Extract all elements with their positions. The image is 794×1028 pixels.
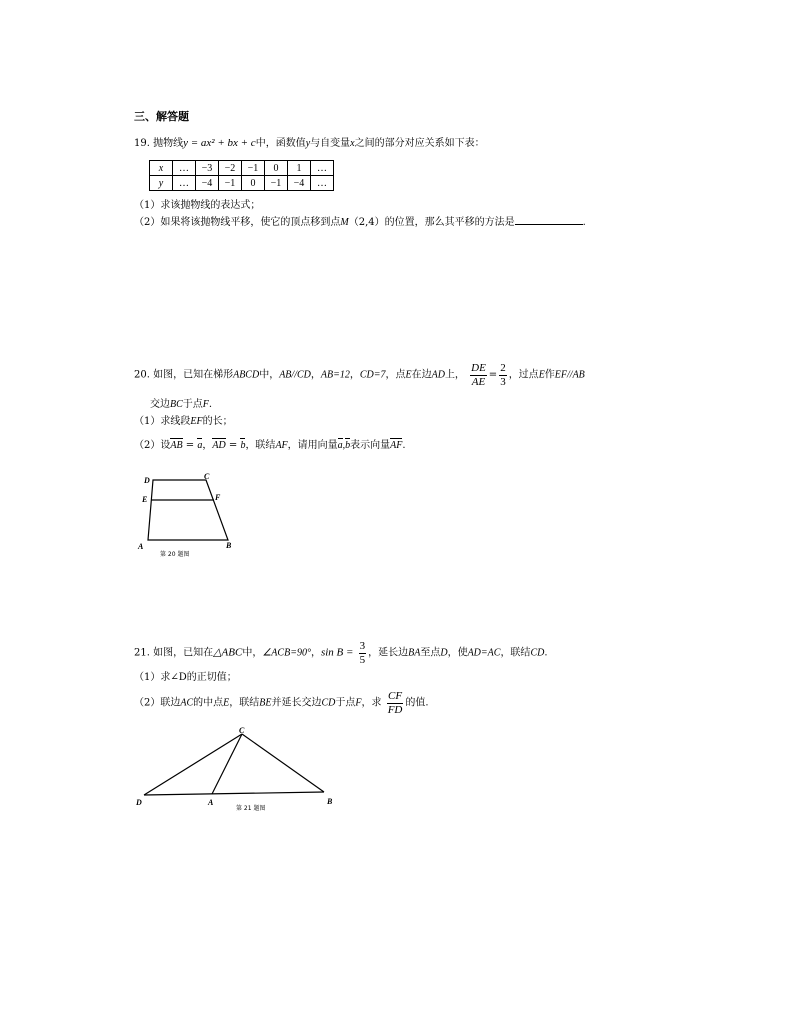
q20-line2-b: 于点 (182, 399, 203, 410)
label-e: E (142, 495, 148, 504)
q21-text-h: . (544, 647, 548, 659)
frac-denominator: FD (387, 703, 403, 716)
q21-text-f: ，使 (447, 647, 468, 659)
table-cell: −1 (265, 176, 288, 191)
q21-fraction-cf-fd (387, 690, 404, 716)
q20-text-h: ，过点 (508, 369, 539, 381)
label-c: C (204, 472, 210, 481)
q20-part2-a: （2）设 (134, 440, 171, 451)
q20-text-c: ， (310, 369, 321, 381)
q20-part1 (134, 415, 233, 428)
q21-cd: CD (530, 647, 545, 659)
trapezoid-outline (148, 480, 228, 540)
q21-part2-g: 的值. (405, 697, 429, 709)
table-cell: −1 (242, 161, 265, 176)
q20-trapezoid-figure (130, 470, 250, 560)
q21-text-g: ，联结 (500, 647, 531, 659)
q20-bc: BC (170, 399, 183, 410)
table-cell: −2 (219, 161, 242, 176)
q20-vector-af: AF (390, 440, 403, 451)
q19-stem (134, 136, 485, 150)
q21-point-e: E (223, 697, 230, 709)
q19-text-c: 与自变量 (310, 138, 351, 149)
q19-part2-text-b: （2,4）的位置，那么其平移的方法是 (348, 217, 515, 228)
table-cell: 1 (288, 161, 311, 176)
q19-text-a: 抛物线 (153, 138, 184, 149)
frac-numerator: DE (471, 362, 486, 374)
q21-part2-f: ，求 (361, 697, 382, 709)
table-cell: −4 (196, 176, 219, 191)
q20-comma: ， (202, 440, 213, 451)
q21-text-d: ，延长边 (368, 647, 409, 659)
q19-var-x: x (350, 138, 355, 149)
q21-sin-b: sin B = (320, 646, 354, 659)
q21-stem (134, 640, 548, 666)
q21-ba: BA (408, 647, 421, 659)
q21-fraction-3-5 (359, 640, 367, 666)
label-d: D (144, 476, 150, 485)
table-cell: … (311, 176, 334, 191)
frac-numerator: CF (387, 690, 403, 702)
table-cell: … (173, 161, 196, 176)
table-cell: 0 (265, 161, 288, 176)
q21-point-d: D (440, 647, 448, 659)
q20-ad: AD (431, 369, 445, 381)
q19-var-y: y (305, 138, 311, 149)
q19-point-m: M (340, 217, 349, 228)
q20-text-i: 作 (544, 369, 555, 381)
q19-formula: y = ax² + bx + c (183, 137, 256, 149)
q20-text-d: ， (349, 369, 360, 381)
q20-eq-b: = (225, 440, 241, 451)
q20-part1-b: 的长； (202, 416, 233, 427)
table-cell: 0 (242, 176, 265, 191)
q20-line2-c: . (208, 399, 213, 410)
q20-equals: = (488, 369, 498, 381)
table-cell: −3 (196, 161, 219, 176)
q20-vector-b: b (240, 440, 246, 451)
frac-denominator: 3 (500, 375, 506, 388)
q20-line2-a: 交边 (150, 399, 170, 410)
figure-caption: 第 20 题图 (160, 551, 190, 558)
q20-cd-7: CD=7 (359, 369, 386, 381)
q20-text-b: 中， (259, 369, 280, 381)
table-cell: x (150, 161, 173, 176)
label-a: A (138, 542, 144, 551)
q20-vector-ab: AB (170, 440, 183, 451)
label-c: C (239, 726, 245, 735)
figure-caption: 第 21 题图 (236, 805, 266, 812)
q20-part2 (134, 439, 406, 452)
q21-part1: （1）求∠D的正切值； (134, 672, 237, 683)
q19-answer-blank[interactable] (515, 215, 583, 225)
q21-ac: AC (180, 697, 194, 709)
frac-numerator: 2 (500, 362, 506, 374)
q21-text-a: 如图，已知在 (153, 647, 214, 659)
q20-part1-a: （1）求线段 (134, 416, 191, 427)
q20-ab-12: AB=12 (320, 369, 350, 381)
q21-point-f: F (355, 697, 362, 709)
q21-text-b: 中， (242, 647, 263, 659)
q20-text-f: 在边 (411, 369, 432, 381)
segment-db (144, 792, 324, 795)
q20-part2-b: ，联结 (245, 440, 276, 451)
q20-stem (134, 362, 585, 388)
q21-text-c: ， (310, 647, 321, 659)
q19-part2-text-a: （2）如果将该抛物线平移，使它的顶点移到点 (134, 217, 341, 228)
table-cell: −4 (288, 176, 311, 191)
q20-ef-parallel-ab: EF//AB (554, 369, 585, 381)
q20-text-a: 如图，已知在梯形 (153, 369, 234, 381)
frac-denominator: 5 (359, 653, 366, 666)
q20-abcd: ABCD (233, 369, 260, 381)
q21-part2-b: 的中点 (193, 697, 224, 709)
label-d: D (136, 798, 142, 807)
q21-part2 (134, 690, 429, 716)
section-title: 三、解答题 (134, 110, 189, 123)
table-cell: … (311, 161, 334, 176)
q20-eq-a: = (182, 440, 198, 451)
q20-ef: EF (190, 416, 203, 427)
q20-stem-line2 (150, 398, 212, 411)
q21-ad-eq-ac: AD=AC (467, 647, 501, 659)
q19-text-d: 之间的部分对应关系如下表： (354, 138, 485, 149)
table-cell: … (173, 176, 196, 191)
q20-point-f: F (202, 399, 209, 410)
q20-text-e: ，点 (385, 369, 406, 381)
frac-denominator: AE (471, 375, 486, 388)
label-b: B (226, 541, 232, 550)
label-a: A (208, 798, 214, 807)
q20-point-e-2: E (538, 369, 545, 381)
q21-part2-e: 于点 (335, 697, 356, 709)
table-row (150, 176, 334, 191)
table-row (150, 161, 334, 176)
label-b: B (327, 797, 333, 806)
table-cell: −1 (219, 176, 242, 191)
q20-part2-c: ，请用向量 (287, 440, 338, 451)
q20-vector-ad: AD (212, 440, 226, 451)
q20-point-e: E (405, 369, 412, 381)
table-cell: y (150, 176, 173, 191)
q19-number: 19. (134, 138, 150, 149)
q20-ab-parallel-cd: AB//CD (279, 369, 311, 381)
q21-part2-d: 并延长交边 (271, 697, 322, 709)
q19-part2 (134, 215, 586, 229)
q20-part2-d: 表示向量 (350, 440, 391, 451)
q21-text-e: 至点 (420, 647, 441, 659)
q20-vector-b-2: b (345, 440, 351, 451)
frac-numerator: 3 (359, 640, 366, 652)
q19-part1: （1）求该抛物线的表达式； (134, 200, 261, 211)
q20-fraction-de-ae (470, 362, 487, 388)
q20-vector-a-2: a (337, 440, 343, 451)
q19-value-table (149, 160, 334, 191)
q21-triangle-figure (130, 722, 345, 817)
q20-text-g: 上， (444, 369, 465, 381)
q21-cd-2: CD (321, 697, 336, 709)
q20-af: AF (275, 440, 288, 451)
q21-part2-a: （2）联边 (134, 697, 181, 709)
q21-part2-c: ，联结 (229, 697, 260, 709)
q21-triangle: △ABC (213, 646, 243, 659)
q20-number: 20. (134, 369, 150, 381)
q21-number: 21. (134, 647, 150, 659)
q21-angle: ∠ACB=90° (262, 647, 311, 659)
q20-sep: , (342, 440, 346, 451)
q20-fraction-2-3 (499, 362, 507, 388)
q21-be: BE (259, 697, 272, 709)
q19-text-b: 中，函数值 (255, 138, 306, 149)
q19-part2-end: . (582, 217, 586, 228)
q20-part2-end: . (402, 440, 406, 451)
segment-cb (242, 734, 324, 792)
label-f: F (215, 493, 221, 502)
q20-vector-a: a (197, 440, 203, 451)
